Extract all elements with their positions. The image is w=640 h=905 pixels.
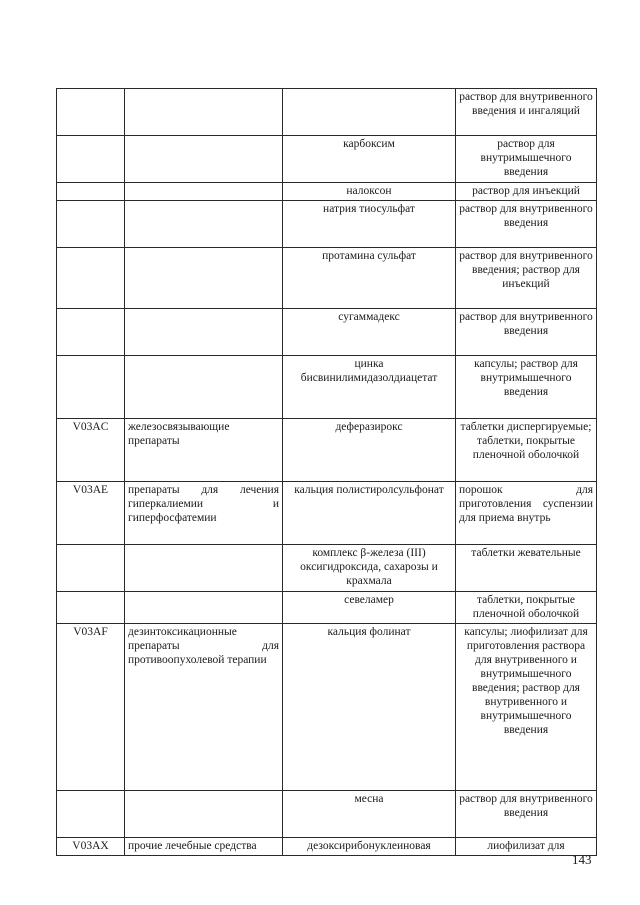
code-cell xyxy=(57,248,125,309)
code-cell: V03AE xyxy=(57,482,125,545)
group-cell xyxy=(125,592,283,624)
form-cell: капсулы; раствор для внутримышечного введения xyxy=(456,356,597,419)
code-cell: V03AC xyxy=(57,419,125,482)
group-cell xyxy=(125,89,283,136)
form-cell: таблетки жевательные xyxy=(456,545,597,592)
table-row xyxy=(57,545,597,592)
code-cell xyxy=(57,183,125,201)
table-row xyxy=(57,309,597,356)
name-cell: месна xyxy=(283,791,456,838)
code-cell xyxy=(57,309,125,356)
name-cell: цинка бисвинилимидазолдиацетат xyxy=(283,356,456,419)
name-cell: дезоксирибонуклеиновая xyxy=(283,838,456,856)
group-cell xyxy=(125,248,283,309)
code-cell xyxy=(57,136,125,183)
table-body xyxy=(57,89,597,856)
name-cell: протамина сульфат xyxy=(283,248,456,309)
name-cell xyxy=(283,89,456,136)
code-cell xyxy=(57,791,125,838)
name-cell: комплекс β-железа (III) оксигидроксида, сахарозы и крахмала xyxy=(283,545,456,592)
form-cell: раствор для внутривенного введения xyxy=(456,309,597,356)
name-cell: деферазирокс xyxy=(283,419,456,482)
table-row xyxy=(57,791,597,838)
table-row xyxy=(57,201,597,248)
name-cell: сугаммадекс xyxy=(283,309,456,356)
form-cell: раствор для внутривенного введения xyxy=(456,201,597,248)
code-cell xyxy=(57,356,125,419)
name-cell: натрия тиосульфат xyxy=(283,201,456,248)
code-cell xyxy=(57,201,125,248)
table-row xyxy=(57,183,597,201)
table-row xyxy=(57,592,597,624)
table-row xyxy=(57,419,597,482)
form-cell: раствор для внутривенного введения xyxy=(456,791,597,838)
table-row xyxy=(57,482,597,545)
group-cell xyxy=(125,356,283,419)
group-cell: железосвязывающие препараты xyxy=(125,419,283,482)
group-cell xyxy=(125,183,283,201)
drug-table xyxy=(56,88,597,856)
page-number: 143 xyxy=(572,852,592,867)
group-cell xyxy=(125,201,283,248)
group-cell xyxy=(125,791,283,838)
group-cell: дезинтоксикационные препараты для противоопухолевой терапии xyxy=(125,624,283,791)
form-cell: лиофилизат для xyxy=(456,838,597,856)
form-cell: раствор для внутривенного введения; раствор для инъекций xyxy=(456,248,597,309)
table-row xyxy=(57,838,597,856)
group-cell xyxy=(125,309,283,356)
code-cell: V03AX xyxy=(57,838,125,856)
table-row xyxy=(57,356,597,419)
group-cell xyxy=(125,545,283,592)
table-row xyxy=(57,624,597,791)
table-row xyxy=(57,248,597,309)
group-cell xyxy=(125,136,283,183)
form-cell: раствор для инъекций xyxy=(456,183,597,201)
form-cell: раствор для внутримышечного введения xyxy=(456,136,597,183)
name-cell: кальция фолинат xyxy=(283,624,456,791)
code-cell xyxy=(57,89,125,136)
form-cell: капсулы; лиофилизат для приготовления раствора для внутривенного и внутримышечного введения; раствор для внутривенного и внутримышечного введения xyxy=(456,624,597,791)
code-cell xyxy=(57,545,125,592)
group-cell: прочие лечебные средства xyxy=(125,838,283,856)
name-cell: кальция полистиролсульфонат xyxy=(283,482,456,545)
table-row xyxy=(57,89,597,136)
form-cell: порошок для приготовления суспензии для приема внутрь xyxy=(456,482,597,545)
name-cell: карбоксим xyxy=(283,136,456,183)
table-row xyxy=(57,136,597,183)
name-cell: налоксон xyxy=(283,183,456,201)
name-cell: севеламер xyxy=(283,592,456,624)
form-cell: таблетки, покрытые пленочной оболочкой xyxy=(456,592,597,624)
form-cell: раствор для внутривенного введения и ингаляций xyxy=(456,89,597,136)
code-cell xyxy=(57,592,125,624)
group-cell: препараты для лечения гиперкалиемии и гиперфосфатемии xyxy=(125,482,283,545)
form-cell: таблетки диспергируемые; таблетки, покрытые пленочной оболочкой xyxy=(456,419,597,482)
code-cell: V03AF xyxy=(57,624,125,791)
